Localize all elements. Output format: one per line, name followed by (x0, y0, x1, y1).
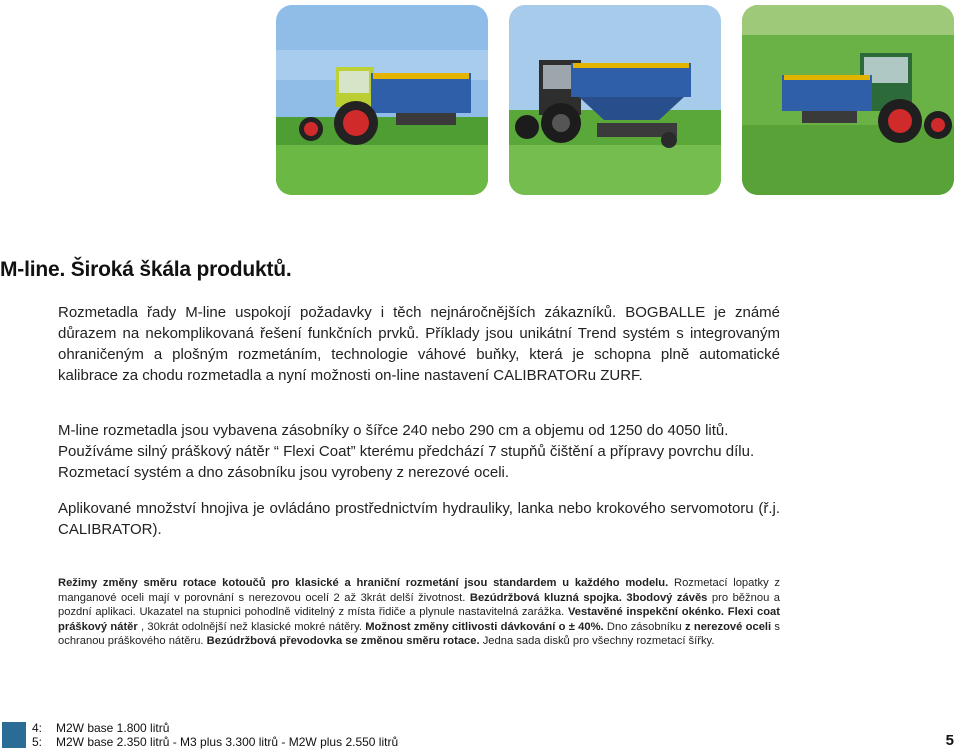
caption-number: 5: (32, 735, 43, 749)
footer-color-square (2, 722, 26, 748)
footer-caption (32, 735, 398, 749)
feature-text: Dno zásobníku (606, 620, 685, 633)
feature-text: Flexi coat práškový nátěr (58, 606, 780, 633)
feature-text: Bezúdržbová převodovka se změnou směru rotace. (206, 635, 480, 647)
page-number: 5 (945, 732, 954, 749)
feature-text: pro běžnou a pozdní aplikaci. Ukazatel na stupnici pohodlně viditelný z místa řidiče a plynule nastavitelná zarážka. (58, 591, 781, 618)
caption-number: 4: (32, 721, 43, 735)
feature-text: z nerezové oceli (685, 620, 772, 633)
photo-tractor-spreader-1 (276, 5, 488, 195)
feature-text: , 30krát odolnější než klasické mokré nátěry. (141, 620, 366, 633)
feature-text: Rozmetací lopatky z manganové oceli mají v porovnání s nerezovou ocelí 2 až 3krát delší životnost. (58, 577, 781, 604)
page-title: M-line. Široká škála produktů. (0, 258, 292, 281)
intro-paragraph: Rozmetadla řady M-line uspokojí požadavky i těch nejnáročnějších zákazníků. BOGBALLE je známé důrazem na nekomplikovaná řešení funkčních prvků. Příklady jsou unikátní Trend systém s integrovaným ohraničeným a plošným rozmetáním, technologie váhové buňky, která je schopna plně automatické kalibrace za chodu rozmetadla a nyní možnosti on-line nastavení CALIBRATORu ZURF. (58, 304, 780, 384)
photo-tractor-spreader-3 (742, 5, 954, 195)
feature-text: s ochranou práškového nátěru. (58, 620, 781, 647)
feature-text: Jedna sada disků pro všechny rozmetací šířky. (482, 635, 715, 647)
feature-text: Vestavěné inspekční okénko. (567, 606, 725, 618)
tractor-photo-1 (276, 5, 488, 195)
feature-text: 3bodový závěs (626, 591, 708, 604)
caption-text: M2W base 2.350 litrů - M3 plus 3.300 litrů - M2W plus 2.550 litrů (56, 735, 399, 749)
hopper-paragraph: M-line rozmetadla jsou vybavena zásobníky o šířce 240 nebo 290 cm a objemu od 1250 do 4050 litů. Používáme silný práškový nátěr “ Flexi Coat” kterému předchází 7 stupňů čištění a přípravy povrchu dílu. Rozmetací systém a dno zásobníku jsou vyrobeny z nerezové oceli. (58, 422, 755, 481)
feature-text: Režimy změny směru rotace kotoučů pro klasické a hraniční rozmetání jsou standardem u každého modelu. (58, 577, 669, 589)
tractor-photo-3 (742, 5, 954, 195)
control-paragraph: Aplikované množství hnojiva je ovládáno prostřednictvím hydrauliky, lanka nebo krokového servomotoru (ř.j. CALIBRATOR). (58, 500, 780, 538)
feature-text: Možnost změny citlivosti dávkování o ± 40%. (365, 620, 604, 633)
footer-caption (32, 721, 169, 735)
features-summary (58, 576, 780, 649)
feature-text: Bezúdržbová kluzná spojka. (469, 591, 622, 604)
tractor-photo-2 (509, 5, 721, 195)
caption-text: M2W base 1.800 litrů (56, 721, 170, 735)
photo-tractor-spreader-2 (509, 5, 721, 195)
